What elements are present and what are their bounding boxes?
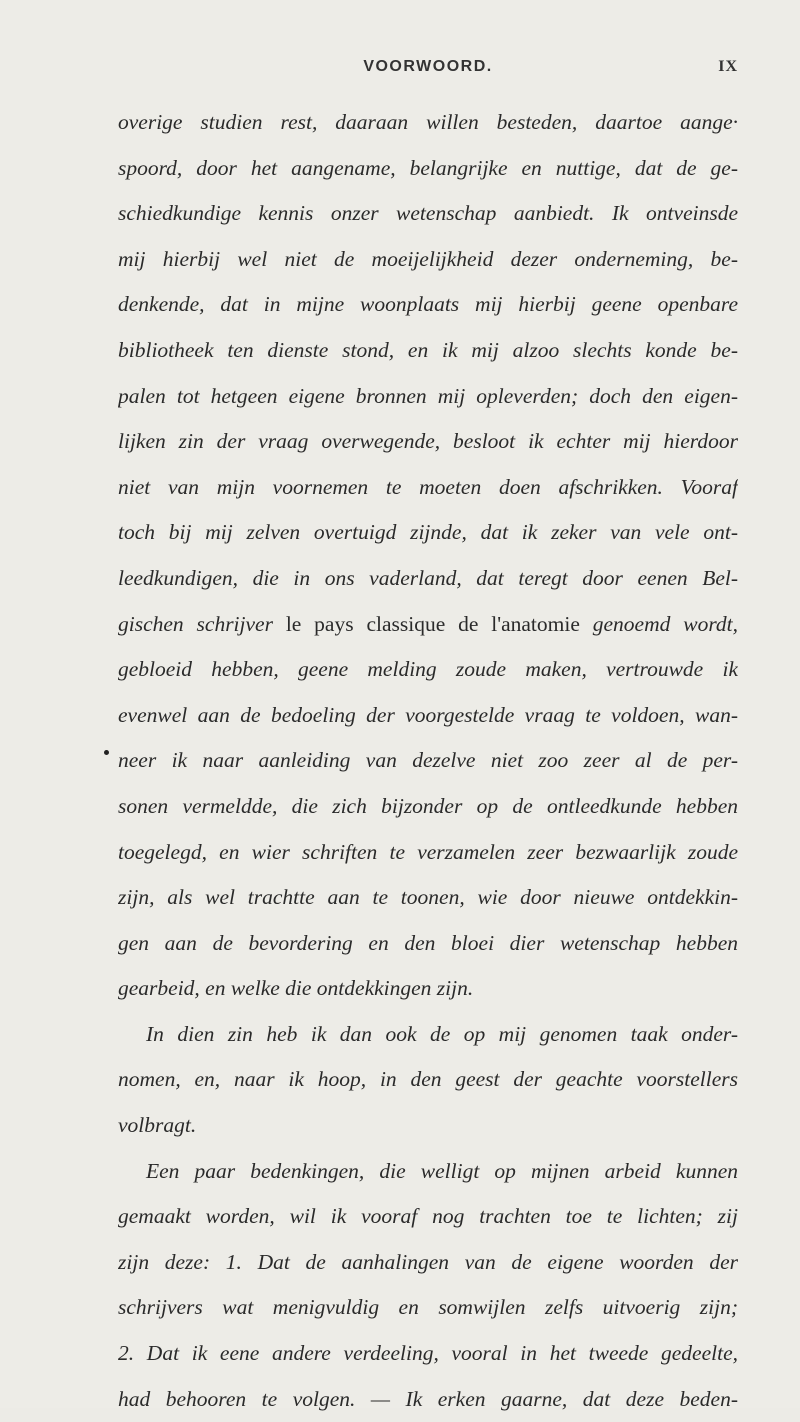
text-line: lijken zin der vraag overwegende, besloot ik echter mij hierdoor [118, 429, 738, 454]
line-segment: gischen schrijver [118, 611, 286, 636]
text-line: neer ik naar aanleiding van dezelve niet zoo zeer al de per- [118, 748, 738, 773]
line-segment: genoemd wordt, [579, 611, 738, 636]
text-line: 2. Dat ik eene andere verdeeling, vooral in het tweede gedeelte, [118, 1341, 738, 1366]
text-line: had behooren te volgen. — Ik erken gaarne, dat deze beden- [118, 1386, 738, 1411]
french-quote: le pays classique de l'anatomie [285, 611, 580, 636]
text-line: palen tot hetgeen eigene bronnen mij opleverden; doch den eigen- [118, 383, 738, 408]
margin-speck [104, 750, 109, 755]
page-number: IX [718, 58, 738, 75]
text-line: spoord, door het aangename, belangrijke en nuttige, dat de ge- [118, 155, 738, 180]
running-title: VOORWOORD. [363, 58, 493, 75]
text-line: overige studien rest, daaraan willen besteden, daartoe aange· [118, 110, 738, 134]
text-line: schrijvers wat menigvuldig en somwijlen zelfs uitvoerig zijn; [118, 1295, 738, 1320]
text-line: evenwel aan de bedoeling der voorgestelde vraag te voldoen, wan- [118, 702, 738, 727]
text-line: Een paar bedenkingen, die welligt op mijnen arbeid kunnen [146, 1158, 738, 1183]
text-line: zijn deze: 1. Dat de aanhalingen van de eigene woorden der [118, 1249, 738, 1274]
text-line: gemaakt worden, wil ik vooraf nog trachten toe te lichten; zij [118, 1204, 738, 1229]
running-head [118, 58, 738, 82]
text-line: In dien zin heb ik dan ook de op mij genomen taak onder- [146, 1021, 738, 1046]
text-line: toch bij mij zelven overtuigd zijnde, dat ik zeker van vele ont- [118, 520, 738, 545]
text-line: gebloeid hebben, geene melding zoude maken, vertrouwde ik [118, 657, 738, 682]
text-line: mij hierbij wel niet de moeijelijkheid dezer onderneming, be- [118, 246, 738, 271]
text-line: schiedkundige kennis onzer wetenschap aanbiedt. Ik ontveinsde [118, 201, 738, 226]
text-line: niet van mijn voornemen te moeten doen afschrikken. Vooraf [118, 474, 738, 499]
text-line: gearbeid, en welke die ontdekkingen zijn. [118, 976, 474, 1001]
text-line: gen aan de bevordering en den bloei dier wetenschap hebben [118, 930, 738, 955]
text-line: bibliotheek ten dienste stond, en ik mij alzoo slechts konde be- [118, 337, 738, 362]
body-text [118, 100, 738, 1422]
text-line: leedkundigen, die in ons vaderland, dat teregt door eenen Bel- [118, 565, 738, 590]
text-line: toegelegd, en wier schriften te verzamelen zeer bezwaarlijk zoude [118, 839, 738, 864]
text-line: nomen, en, naar ik hoop, in den geest der geachte voorstellers [118, 1067, 738, 1092]
text-line: volbragt. [118, 1113, 197, 1138]
text-line-mixed [118, 602, 738, 648]
text-line: zijn, als wel trachtte aan te toonen, wie door nieuwe ontdekkin- [118, 885, 738, 910]
text-line: denkende, dat in mijne woonplaats mij hierbij geene openbare [118, 292, 738, 317]
text-line: sonen vermeldde, die zich bijzonder op de ontleedkunde hebben [118, 793, 738, 818]
